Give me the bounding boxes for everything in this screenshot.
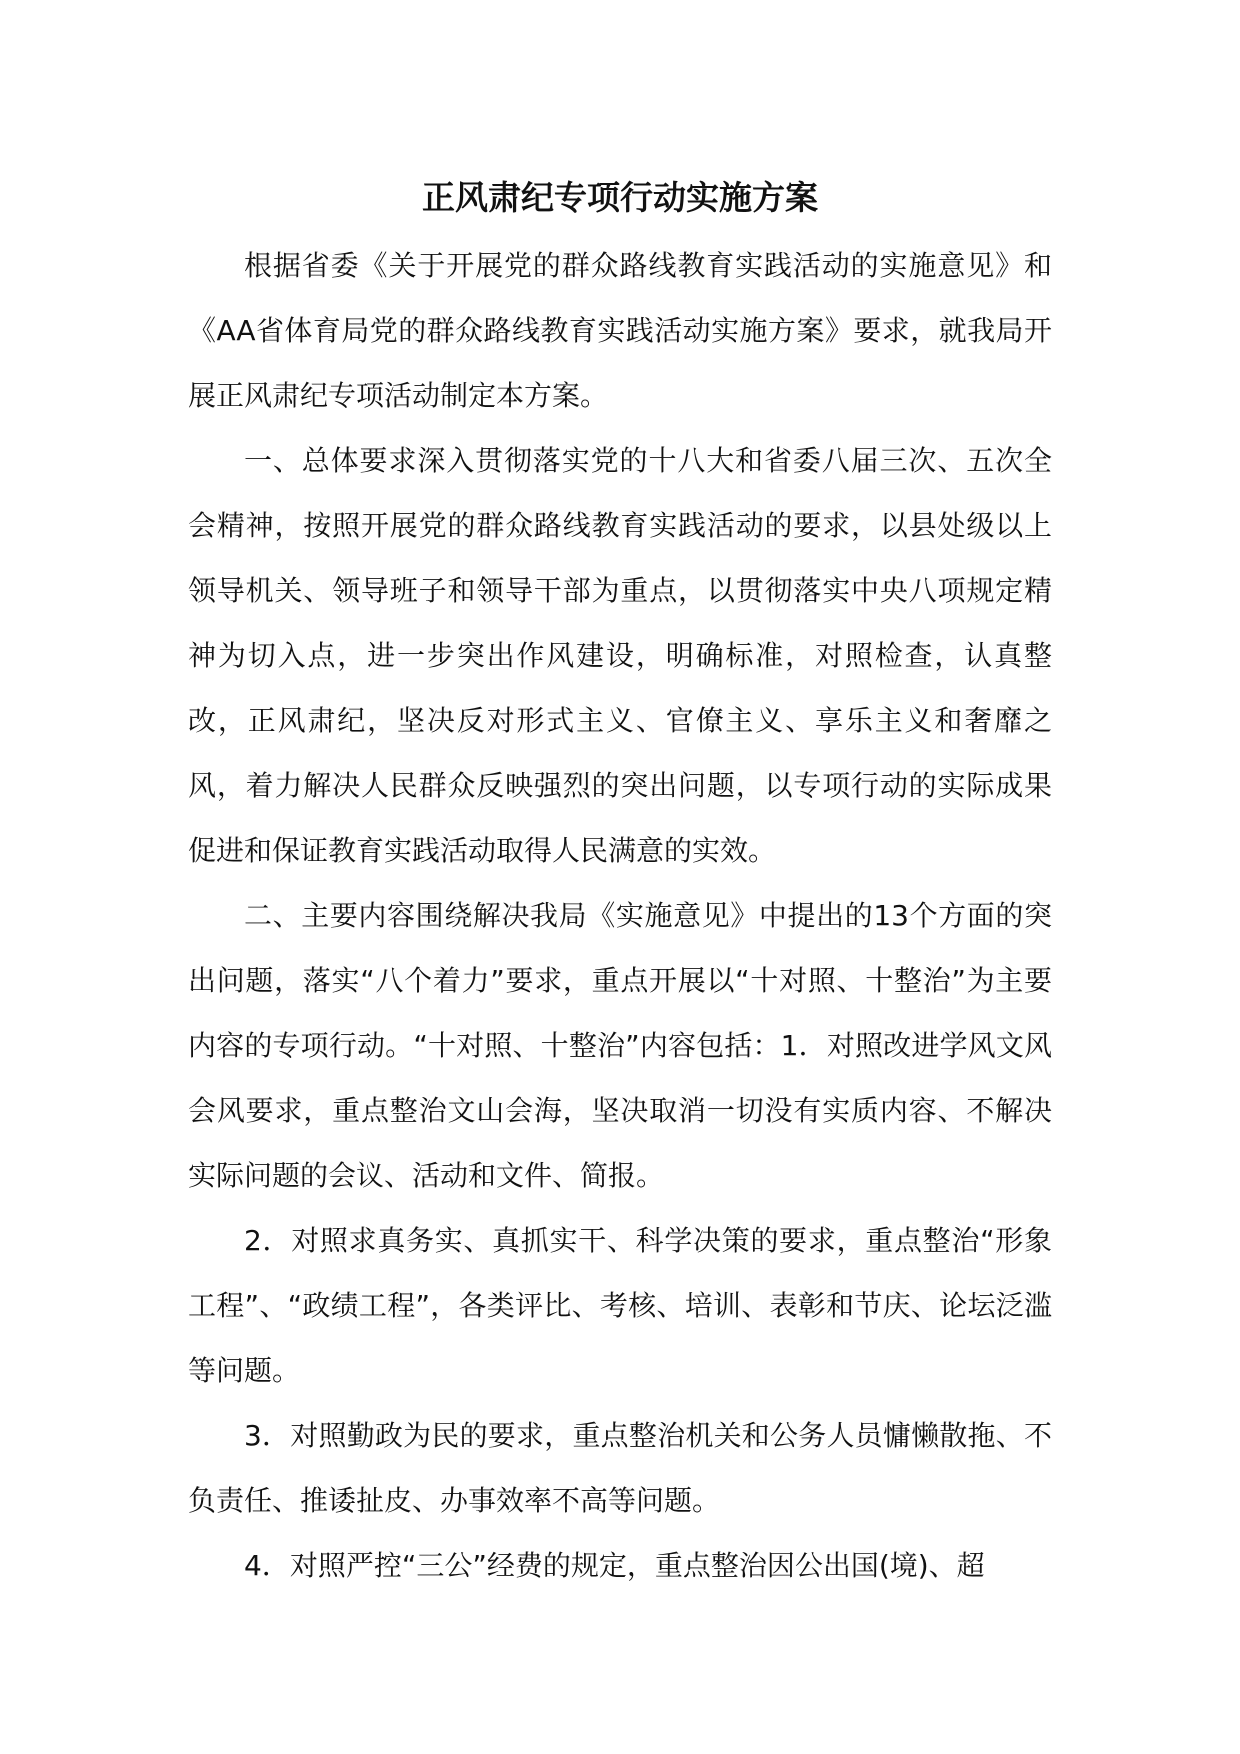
paragraph-intro: 根据省委《关于开展党的群众路线教育实践活动的实施意见》和《AA省体育局党的群众路线教育实践活动实施方案》要求，就我局开展正风肃纪专项活动制定本方案。	[188, 249, 1052, 412]
paragraph-item-4: 4．对照严控“三公”经费的规定，重点整治因公出国(境)、超	[244, 1549, 985, 1582]
paragraph-general-requirements: 一、总体要求深入贯彻落实党的十八大和省委八届三次、五次全会精神，按照开展党的群众路线教育实践活动的要求，以县处级以上领导机关、领导班子和领导干部为重点，以贯彻落实中央八项规定精神为切入点，进一步突出作风建设，明确标准，对照检查，认真整改，正风肃纪，坚决反对形式主义、官僚主义、享乐主义和奢靡之风，着力解决人民群众反映强烈的突出问题，以专项行动的实际成果促进和保证教育实践活动取得人民满意的实效。	[188, 444, 1052, 867]
paragraph-item-3: 3．对照勤政为民的要求，重点整治机关和公务人员慵懒散拖、不负责任、推诿扯皮、办事效率不高等问题。	[188, 1419, 1052, 1517]
paragraph-item-2: 2．对照求真务实、真抓实干、科学决策的要求，重点整治“形象工程”、“政绩工程”，各类评比、考核、培训、表彰和节庆、论坛泛滥等问题。	[188, 1224, 1052, 1387]
document-title: 正风肃纪专项行动实施方案	[422, 178, 818, 217]
paragraph-main-content: 二、主要内容围绕解决我局《实施意见》中提出的13个方面的突出问题，落实“八个着力”要求，重点开展以“十对照、十整治”为主要内容的专项行动。“十对照、十整治”内容包括：1．对照改进学风文风会风要求，重点整治文山会海，坚决取消一切没有实质内容、不解决实际问题的会议、活动和文件、简报。	[188, 899, 1052, 1192]
document-body	[188, 233, 1052, 1598]
